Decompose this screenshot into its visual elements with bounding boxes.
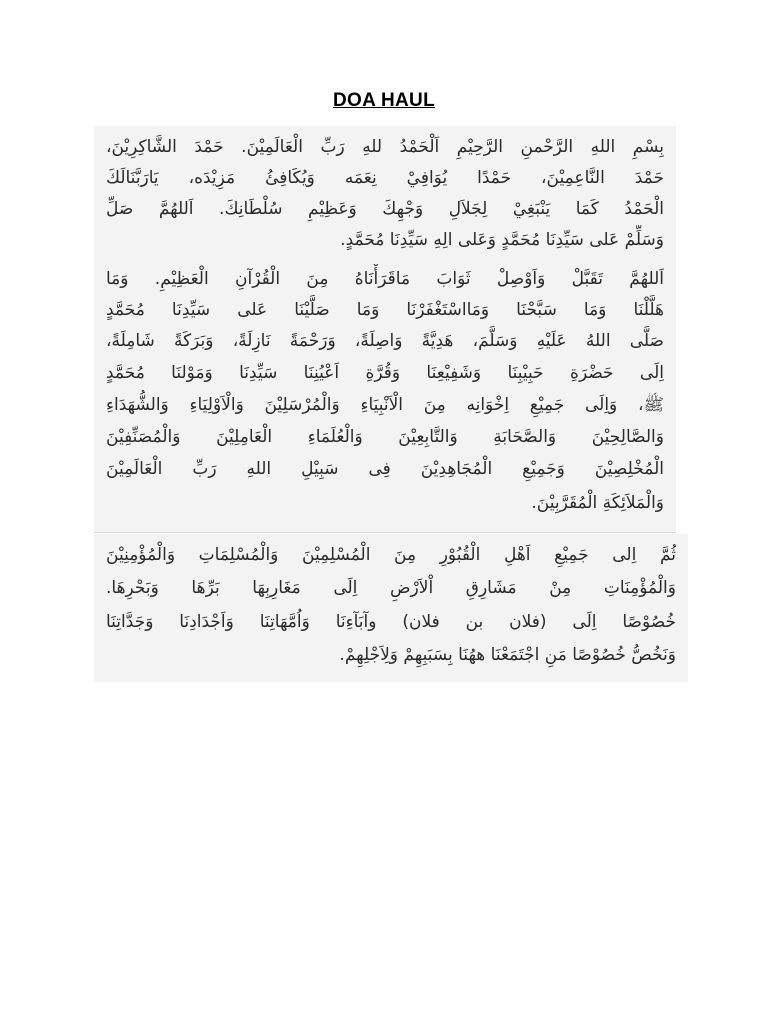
- arabic-text-line: صَلَّى اللهُ عَلَيْهِ وَسَلَّمَ، هَدِيَّةً وَاصِلَةً، وَرَحْمَةً نَازِلَةً، وَبَرَكَةً شَامِلَةً،: [106, 331, 664, 351]
- block-divider: [94, 532, 676, 533]
- arabic-text-line: اَللهُمَّ تَقَبَّلْ وَاَوْصِلْ ثَوَابَ مَاقَرَأْنَاهُ مِنَ الْقُرْآنِ الْعَظِيْمِ. وَمَا: [106, 269, 664, 289]
- arabic-text-line: الْمُخْلِصِيْنَ وَجَمِيْعِ الْمُجَاهِدِيْنَ فِى سَبِيْلِ اللهِ رَبِّ الْعَالَمِيْنَ: [106, 459, 664, 479]
- arabic-text-line: وَالْمَلاَئِكَةِ الْمُقَرَّبِيْنَ.: [531, 493, 664, 513]
- arabic-text-line: اِلَى حَضْرَةِ حَبِيْبِنَا وَشَفِيْعِنَا وَقُرَّةِ اَعْيُنِنَا سَيِّدِنَا وَمَوْلنَا مُحَمَّدٍ: [106, 363, 664, 383]
- arabic-text-line: وَسَلِّمْ عَلى سَيِّدِنَا مُحَمَّدٍ وَعَلى الِهِ سَيِّدِنَا مُحَمَّدٍ.: [340, 230, 664, 250]
- arabic-text-line: هَلَّلْنَا وَمَا سَبَّحْنَا وَمَااسْتَغْفَرْنَا وَمَا صَلَّيْنَا عَلى سَيِّدِنَا مُحَمَّدٍ: [106, 300, 664, 320]
- arabic-text-line: وَنَخُصُّ خُصُوْصًا مَنِ اجْتَمَعْنَا ههُنَا بِسَبَبِهِمْ وَلِاَجْلِهِمْ.: [339, 645, 676, 665]
- arabic-text-line: وَالْمُؤْمِنَاتِ مِنْ مَشَارِقِ اْلاَرْضِ اِلَى مَغَارِبِهَا بَرِّهَا وَبَحْرِهَا.: [106, 578, 676, 598]
- scanned-text-block-1: [94, 126, 676, 532]
- arabic-text-line: ﷺ، وَاِلَى جَمِيْعِ اِخْوَانِه مِنَ الْاَنْبِيَاءِ وَالْمُرْسَلِيْنَ وَالْاَوْلِيَاءِ وَالشُّهَدَاءِ: [106, 395, 664, 415]
- arabic-text-line: بِسْمِ اللهِ الرَّحْمنِ الرَّحِيْمِ اَلْحَمْدُ للهِ رَبِّ الْعَالَمِيْنَ. حَمْدَ الشَّاكِرِيْنَ،: [106, 137, 664, 157]
- page-title: DOA HAUL: [333, 90, 435, 111]
- arabic-text-line: حَمْدَ النَّاعِمِيْنَ، حَمْدًا يُوَافِيْ نِعَمَه وَيُكَافِئُ مَزِيْدَه، يَارَبَّنَالَكَ: [106, 168, 664, 188]
- arabic-text-line: خُصُوْصًا اِلَى (فلان بن فلان) وآبَآءِنَا وَاُمَّهَاتِنَا وَاَجْدَادِنَا وَجَدَّاتِنَا: [106, 612, 676, 632]
- scanned-text-block-2: [94, 534, 688, 682]
- arabic-text-line: وَالصَّالِحِيْنَ وَالصَّحَابَةِ وَالتَّابِعِيْنَ وَالْعُلَمَاءِ الْعَامِلِيْنَ وَالْمُصَنِّفِيْنَ: [106, 427, 664, 447]
- arabic-text-line: الْحَمْدُ كَمَا يَنْبَغِيْ لِجَلاَلِ وَجْهِكَ وَعَظِيْمِ سُلْطَانِكَ. اَللهُمَّ صَلِّ: [106, 199, 664, 219]
- arabic-text-line: ثُمَّ اِلى جَمِيْعِ اَهْلِ الْقُبُوْرِ مِنَ الْمُسْلِمِيْنَ وَالْمُسْلِمَاتِ وَالْمُؤْمِنِيْنَ: [106, 545, 676, 565]
